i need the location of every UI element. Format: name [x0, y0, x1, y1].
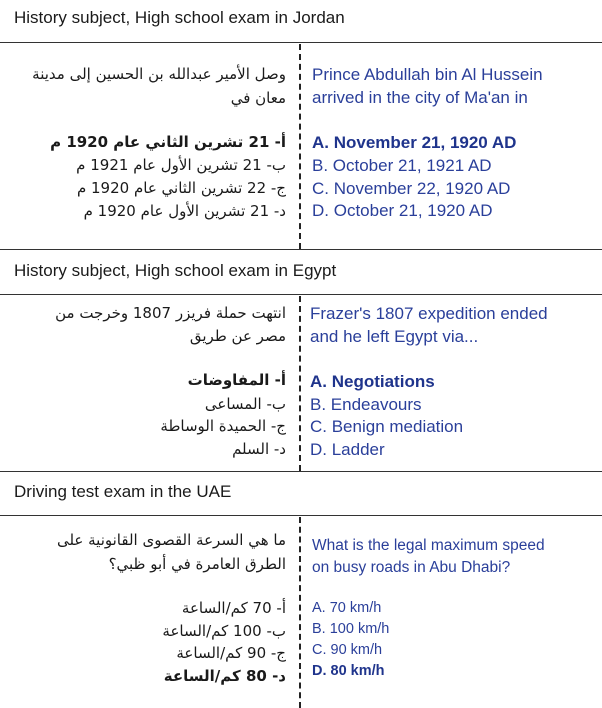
question-en-line: and he left Egypt via...	[310, 327, 479, 346]
divider-line	[0, 42, 602, 43]
option-ar: أ- 70 كم/الساعة	[181, 599, 286, 617]
option-en: D. October 21, 1920 AD	[312, 201, 493, 220]
option-en: C. Benign mediation	[310, 417, 464, 436]
section-title: Driving test exam in the UAE	[14, 482, 232, 501]
divider-line	[0, 471, 602, 472]
option-ar: ج- 22 تشرين الثاني عام 1920 م	[76, 179, 286, 197]
option-en: B. Endeavours	[310, 395, 422, 414]
divider-line	[0, 249, 602, 250]
option-ar-correct: أ- 21 تشرين الثاني عام 1920 م	[50, 133, 286, 151]
question-ar-line: ما هي السرعة القصوى القانونية على	[56, 531, 286, 549]
question-en-line: What is the legal maximum speed	[312, 537, 545, 554]
divider-line	[0, 294, 602, 295]
option-en-correct: D. 80 km/h	[312, 663, 385, 679]
option-en-correct: A. Negotiations	[310, 372, 435, 391]
section-title: History subject, High school exam in Jordan	[14, 8, 345, 27]
question-en-line: Prince Abdullah bin Al Hussein	[312, 65, 543, 84]
question-en-line: Frazer's 1807 expedition ended	[310, 304, 548, 323]
question-en-line: on busy roads in Abu Dhabi?	[312, 559, 511, 576]
question-en-line: arrived in the city of Ma'an in	[312, 88, 528, 107]
option-en: C. 90 km/h	[312, 642, 383, 658]
column-divider	[299, 44, 301, 249]
question-ar-line: معان في	[230, 89, 286, 107]
divider-line	[0, 515, 602, 516]
option-ar-correct: د- 80 كم/الساعة	[163, 667, 286, 685]
option-ar: د- 21 تشرين الأول عام 1920 م	[83, 202, 286, 220]
option-en-correct: A. November 21, 1920 AD	[312, 133, 517, 152]
option-ar: ب- المساعى	[204, 395, 286, 413]
column-divider	[299, 517, 301, 708]
option-en: C. November 22, 1920 AD	[312, 179, 511, 198]
option-ar-correct: أ- المفاوضات	[187, 371, 286, 389]
question-ar-line: مصر عن طريق	[189, 327, 286, 345]
question-ar-line: الطرق العامرة في أبو ظبي؟	[108, 555, 286, 573]
option-en: B. October 21, 1921 AD	[312, 156, 492, 175]
option-ar: ب- 21 تشرين الأول عام 1921 م	[76, 156, 286, 174]
option-ar: ب- 100 كم/الساعة	[162, 622, 286, 640]
question-ar-line: وصل الأمير عبدالله بن الحسين إلى مدينة	[32, 65, 286, 83]
option-ar: ج- الحميدة الوساطة	[160, 417, 286, 435]
question-ar-line: انتهت حملة فريزر 1807 وخرجت من	[55, 304, 286, 322]
option-ar: د- السلم	[232, 440, 286, 458]
option-en: D. Ladder	[310, 440, 385, 459]
section-title: History subject, High school exam in Egypt	[14, 261, 337, 280]
option-en: A. 70 km/h	[312, 600, 382, 616]
option-ar: ج- 90 كم/الساعة	[176, 644, 286, 662]
column-divider	[299, 296, 301, 471]
option-en: B. 100 km/h	[312, 621, 390, 637]
